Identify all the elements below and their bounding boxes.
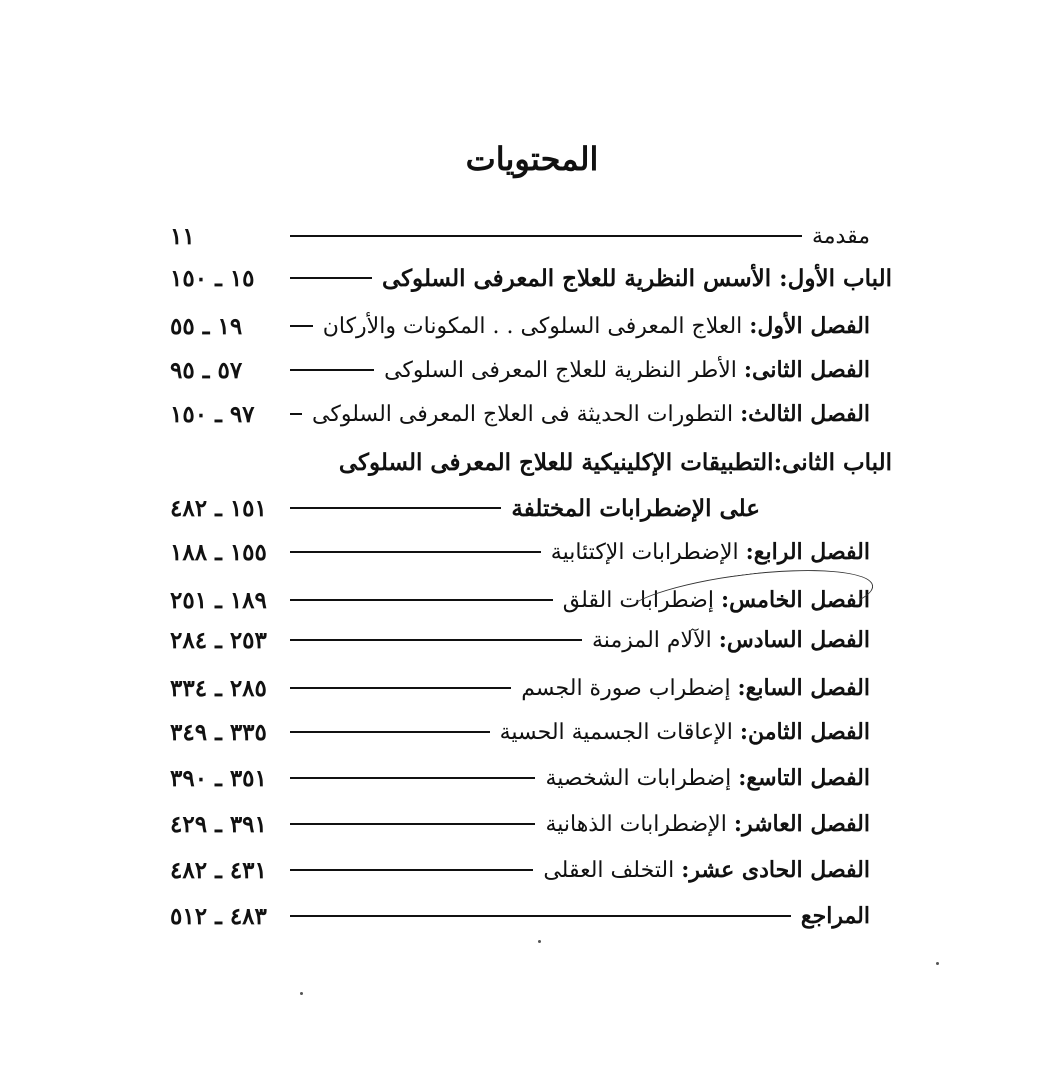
entry-head: الفصل الحادى عشر: xyxy=(681,857,870,883)
entry-head: الفصل الرابع: xyxy=(745,539,870,565)
toc-entry-chapter-1 xyxy=(170,304,870,348)
leader-line xyxy=(290,599,553,601)
leader-line xyxy=(290,687,511,689)
leader-line xyxy=(290,915,791,917)
leader-line xyxy=(290,507,501,509)
toc-entry-chapter-9 xyxy=(170,756,870,800)
entry-label: إضطرابات القلق xyxy=(562,588,721,613)
toc-entry-chapter-11 xyxy=(170,848,870,892)
entry-label: الإضطرابات الذهانية xyxy=(545,812,734,837)
toc-entry-chapter-4 xyxy=(170,530,870,574)
entry-head: الفصل السادس: xyxy=(718,627,870,653)
leader-line xyxy=(290,777,535,779)
scan-speck xyxy=(300,992,303,995)
entry-head: الفصل الثالث: xyxy=(740,401,870,427)
page-range: ١٥١ ـ ٤٨٢ xyxy=(170,494,267,522)
entry-label-wrap xyxy=(545,765,870,791)
entry-head: الباب الأول: xyxy=(779,264,892,292)
leader-line xyxy=(290,639,582,641)
entry-label: إضطراب صورة الجسم xyxy=(521,676,738,701)
leader-line xyxy=(290,325,313,327)
entry-label: الإضطرابات الإكتئابية xyxy=(550,540,746,565)
entry-label: التطبيقات الإكلينيكية للعلاج المعرفى السلوكى xyxy=(338,448,774,476)
entry-head: الفصل الأول: xyxy=(749,313,870,339)
leader-line xyxy=(290,235,802,237)
entry-label-wrap xyxy=(521,675,870,701)
leader-line xyxy=(290,413,302,415)
page-range: ٢٨٥ ـ ٣٣٤ xyxy=(170,674,267,702)
entry-label: الأسس النظرية للعلاج المعرفى السلوكى xyxy=(381,264,780,292)
entry-label: الإعاقات الجسمية الحسية xyxy=(499,720,740,745)
entry-label: الآلام المزمنة xyxy=(592,628,719,653)
toc-entry-chapter-7 xyxy=(170,666,870,710)
toc-entry-chapter-10 xyxy=(170,802,870,846)
page-range: ٣٥١ ـ ٣٩٠ xyxy=(170,764,267,792)
entry-label: المراجع xyxy=(800,903,870,929)
toc-entry-introduction xyxy=(170,214,870,258)
entry-head: الباب الثانى: xyxy=(773,448,892,476)
page-range: ٤٨٣ ـ ٥١٢ xyxy=(170,902,267,930)
toc-entry-part-2 xyxy=(170,440,892,484)
entry-label: التخلف العقلى xyxy=(543,858,682,883)
page-range: ٤٣١ ـ ٤٨٢ xyxy=(170,856,267,884)
entry-label: العلاج المعرفى السلوكى . . المكونات والأركان xyxy=(322,314,750,339)
leader-line xyxy=(290,731,490,733)
entry-head: الفصل السابع: xyxy=(737,675,870,701)
entry-label-wrap xyxy=(382,265,892,292)
entry-head: الفصل الثامن: xyxy=(739,719,870,745)
leader-line xyxy=(290,823,535,825)
page-range: ٩٧ ـ ١٥٠ xyxy=(170,400,255,428)
entry-head: الفصل الخامس: xyxy=(720,587,870,613)
leader-line xyxy=(290,369,374,371)
entry-head: الفصل الثانى: xyxy=(743,357,870,383)
entry-label: على الإضطرابات المختلفة xyxy=(511,494,760,522)
page-range: ١٥ ـ ١٥٠ xyxy=(170,264,255,292)
page-range: ٥٧ ـ ٩٥ xyxy=(170,356,243,384)
entry-label: إضطرابات الشخصية xyxy=(545,766,739,791)
leader-line xyxy=(290,277,372,279)
toc-entry-part-2-continued xyxy=(170,486,760,530)
toc-entry-chapter-3 xyxy=(170,392,870,436)
toc-entry-chapter-2 xyxy=(170,348,870,392)
page-title: المحتويات xyxy=(465,140,599,178)
page-range: ٣٩١ ـ ٤٢٩ xyxy=(170,810,267,838)
entry-label: مقدمة xyxy=(811,223,870,249)
entry-label-wrap xyxy=(551,539,870,565)
page-range: ٢٥٣ ـ ٢٨٤ xyxy=(170,626,267,654)
entry-label-wrap xyxy=(323,313,870,339)
page-range: ١٩ ـ ٥٥ xyxy=(170,312,243,340)
page-range: ١٥٥ ـ ١٨٨ xyxy=(170,538,267,566)
page-range: ١٨٩ ـ ٢٥١ xyxy=(170,586,267,614)
entry-label-wrap xyxy=(545,811,870,837)
entry-label-wrap xyxy=(384,357,870,383)
entry-label-wrap xyxy=(312,401,870,427)
entry-label: الأطر النظرية للعلاج المعرفى السلوكى xyxy=(384,358,744,383)
leader-line xyxy=(290,869,533,871)
entry-head: الفصل العاشر: xyxy=(733,811,870,837)
entry-head: الفصل التاسع: xyxy=(738,765,870,791)
entry-label: التطورات الحديثة فى العلاج المعرفى السلوكى xyxy=(312,402,741,427)
entry-label-wrap xyxy=(543,857,870,883)
toc-entry-chapter-8 xyxy=(170,710,870,754)
entry-label-wrap xyxy=(592,627,870,653)
scan-speck xyxy=(538,940,541,943)
toc-entry-part-1 xyxy=(170,256,892,300)
page-range: ٣٣٥ ـ ٣٤٩ xyxy=(170,718,267,746)
page-range: ١١ xyxy=(170,222,195,250)
leader-line xyxy=(290,551,541,553)
entry-label-wrap xyxy=(500,719,870,745)
scan-speck xyxy=(936,962,939,965)
toc-entry-references xyxy=(170,894,870,938)
